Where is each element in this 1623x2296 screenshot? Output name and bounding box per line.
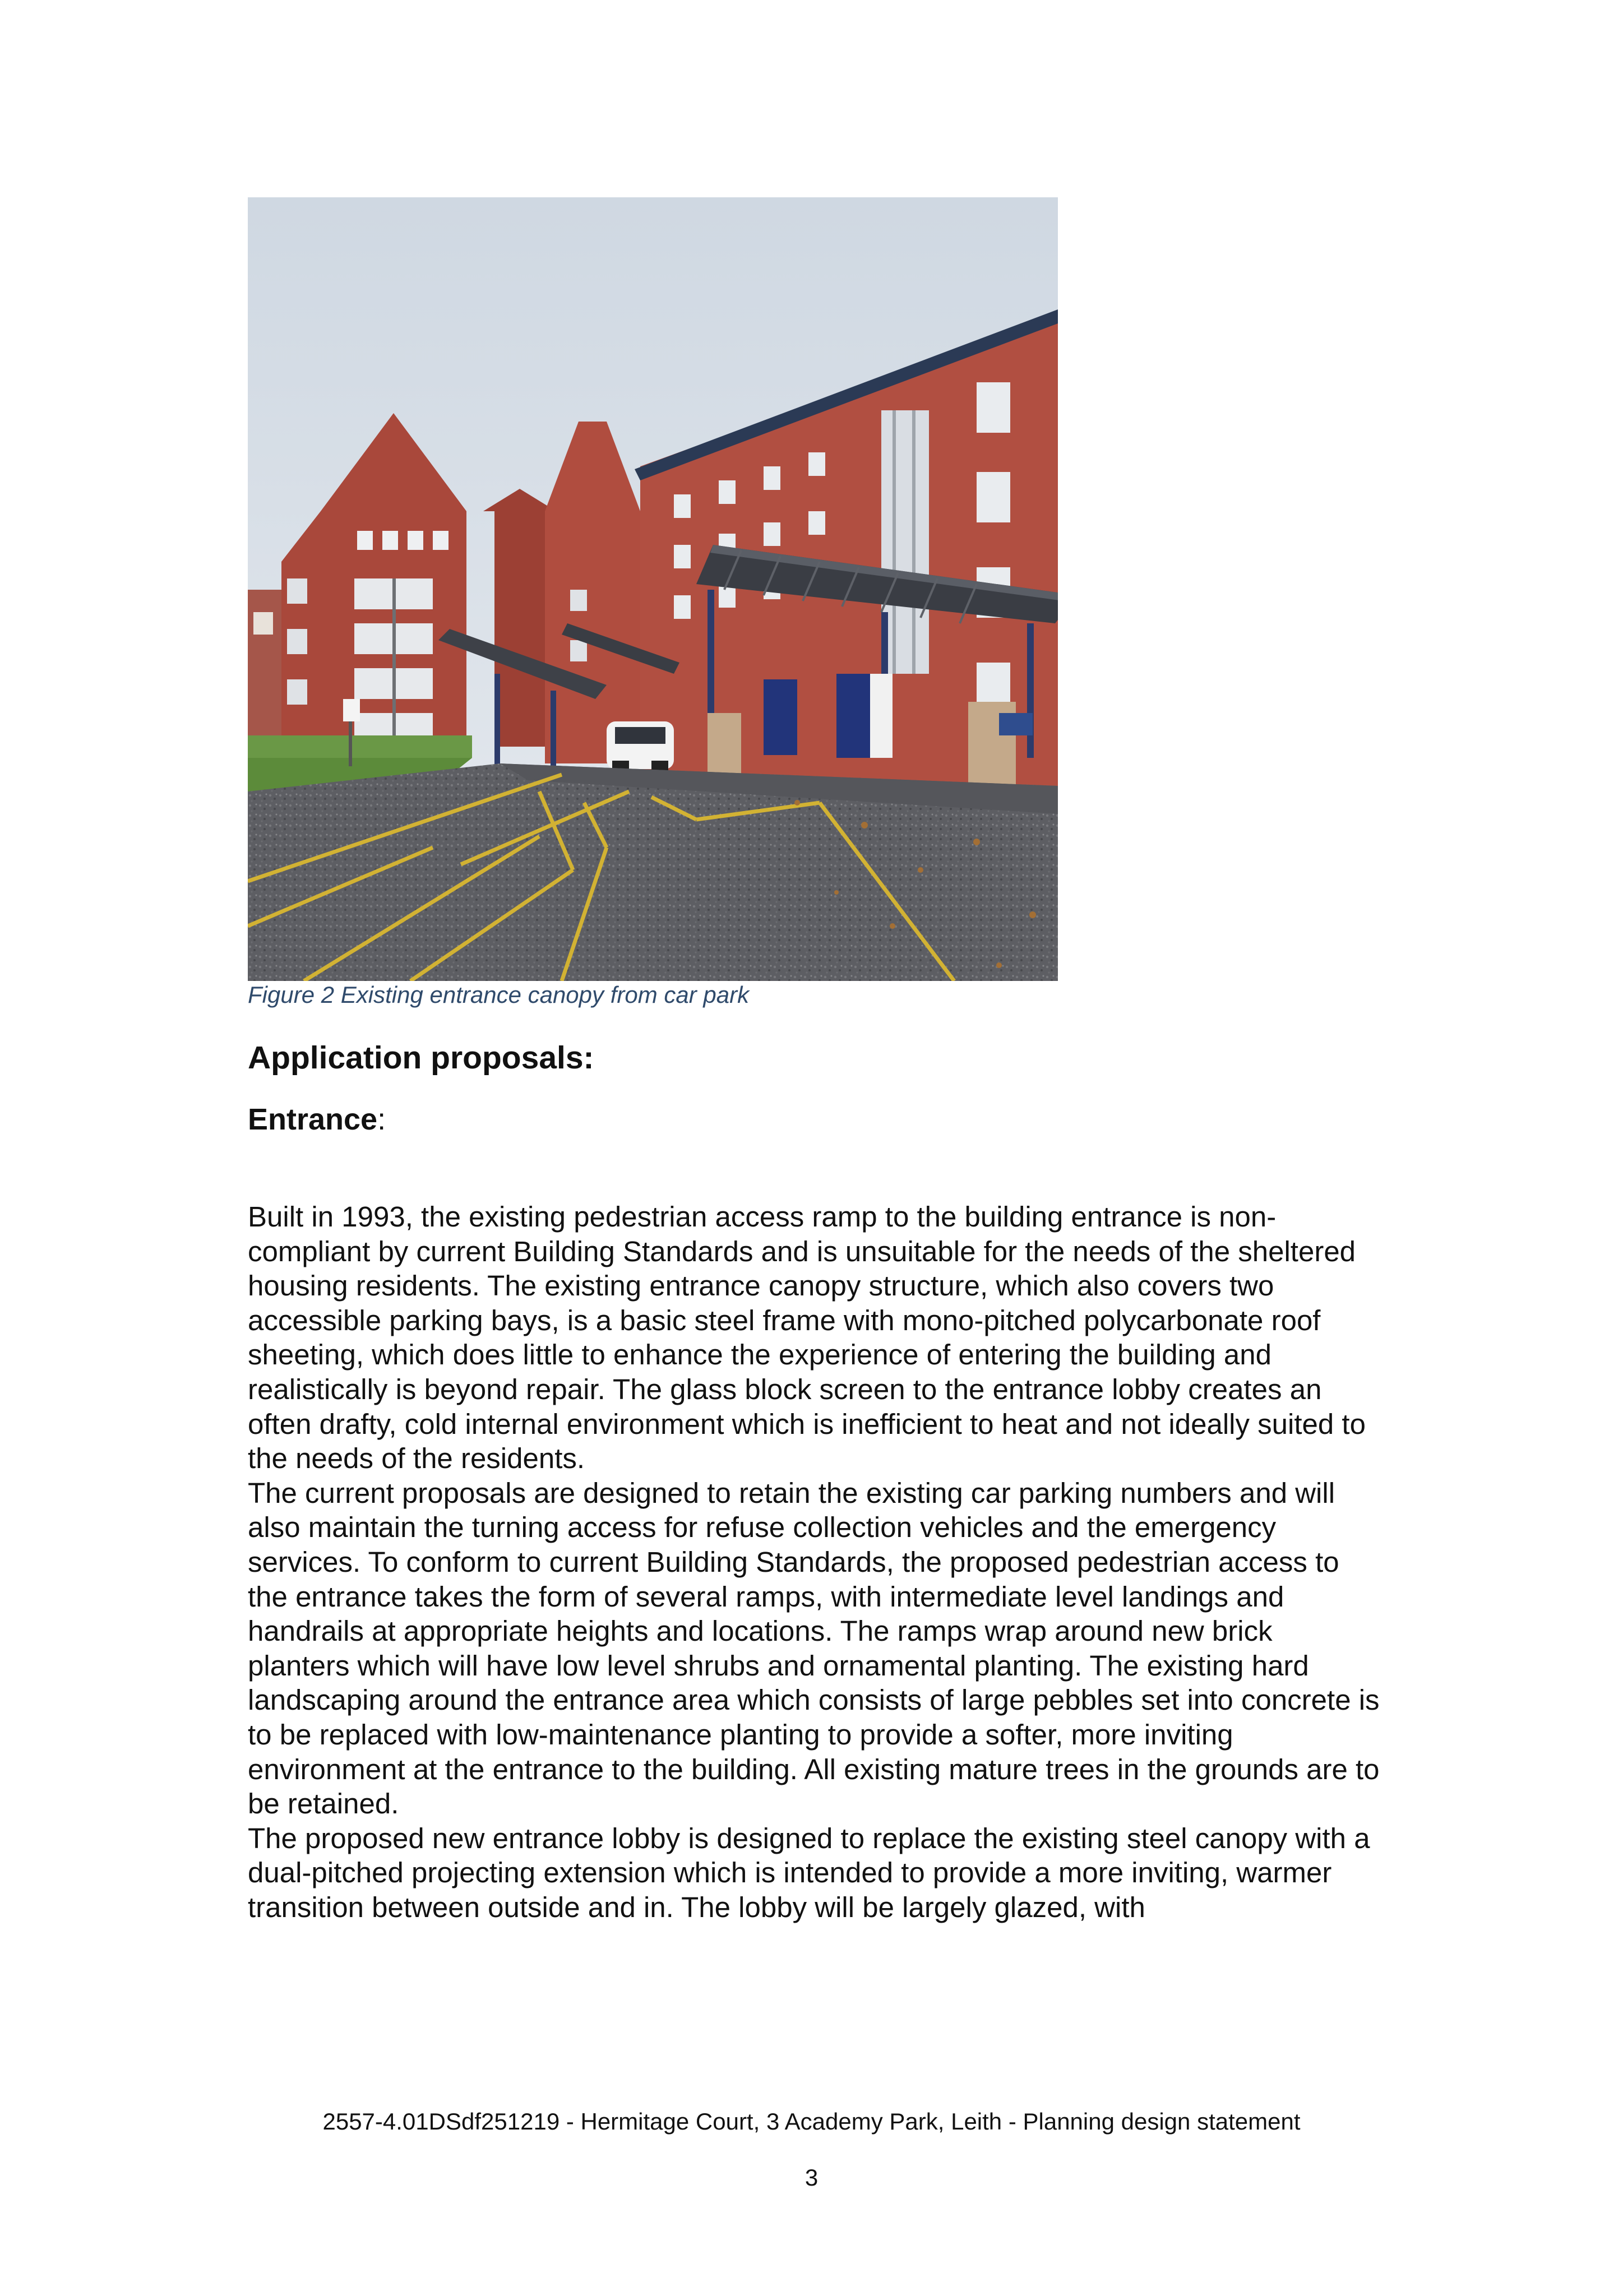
subsection-heading-label: Entrance (248, 1103, 378, 1136)
paragraph-existing-entrance: Built in 1993, the existing pedestrian access ramp to the building entrance is non-compliant by current Building Standards and is unsuitable for the needs of the sheltered housing residents. The existing entrance canopy structure, which also covers two accessible parking bays, is a basic steel frame with mono-pitched polycarbonate roof sheeting, which does little to enhance the experience of entering the building and realistically is beyond repair. The glass block screen to the entrance lobby creates an often drafty, cold internal environment which is inefficient to heat and not ideally suited to the needs of the residents. (248, 1201, 1366, 1475)
building-photo-illustration (248, 197, 1058, 981)
section-heading: Application proposals: (248, 1040, 594, 1076)
figure-caption: Figure 2 Existing entrance canopy from car park (248, 982, 750, 1008)
figure-photo (248, 197, 1058, 981)
page-number: 3 (804, 2164, 819, 2191)
paragraph-current-proposals: The current proposals are designed to retain the existing car parking numbers and will also maintain the turning access for refuse collection vehicles and the emergency services. To conform to current Building Standards, the proposed pedestrian access to the entrance takes the form of several ramps, with intermediate level landings and handrails at appropriate heights and locations. The ramps wrap around new brick planters which will have low level shrubs and ornamental planting. The existing hard landscaping around the entrance area which consists of large pebbles set into concrete is to be replaced with low-maintenance planting to provide a softer, more inviting environment at the entrance to the building. All existing mature trees in the grounds are to be retained. (248, 1476, 1380, 1820)
body-text (248, 1200, 1380, 1924)
paragraph-new-lobby: The proposed new entrance lobby is designed to replace the existing steel canopy with a dual-pitched projecting extension which is intended to provide a more inviting, warmer transition between outside and in. The lobby will be largely glazed, with (248, 1822, 1370, 1923)
subsection-heading-colon: : (377, 1103, 386, 1136)
footer-reference: 2557-4.01DSdf251219 - Hermitage Court, 3 Academy Park, Leith - Planning design statement (322, 2108, 1301, 2135)
subsection-heading (248, 1101, 1369, 1138)
